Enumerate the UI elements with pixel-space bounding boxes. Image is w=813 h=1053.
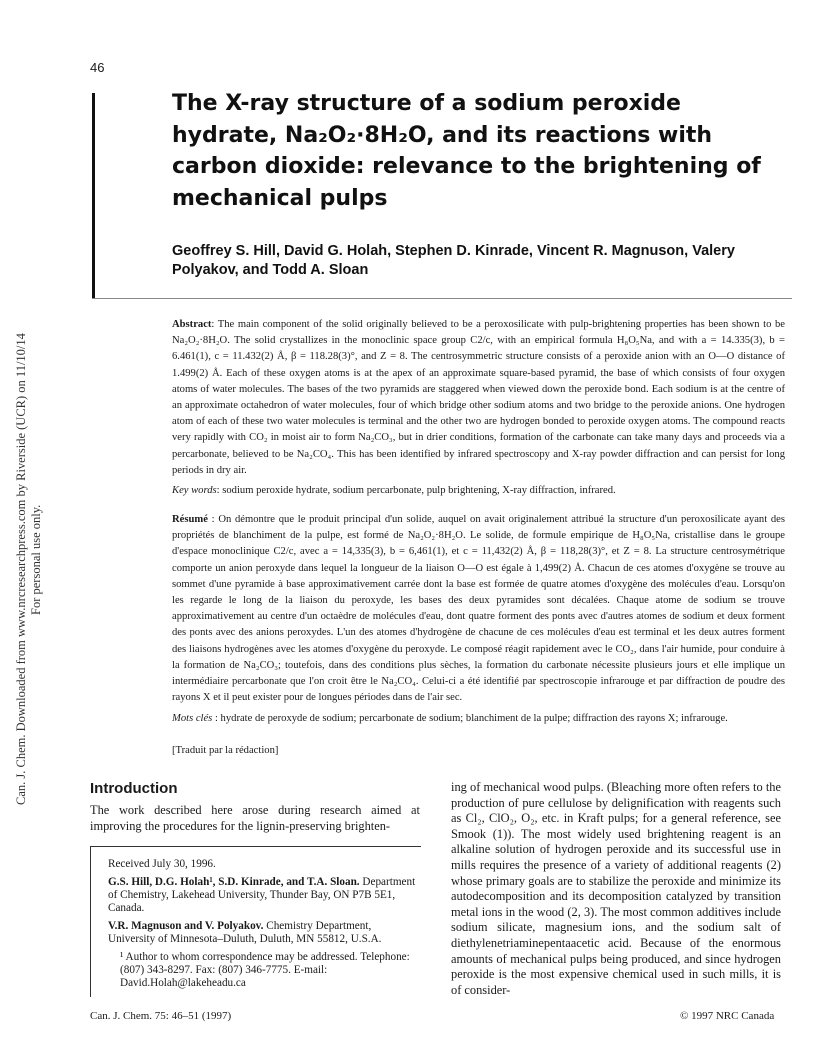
affiliation-2-names: V.R. Magnuson and V. Polyakov. — [108, 920, 264, 932]
resume-text: : On démontre que le produit principal d'un solide, auquel on avait originalement attribué la structure d'un peroxosilicate ayant des propriétés de blanchiment de la pulpe, est formé de Na₂O₂·8H₂O. Le solide, de formule empirique de H₈O₅Na, cristallise dans le groupe d'espace monoclinique C2/c, avec a = 14,335(3), b = 6,461(1), et c = 11,432(2) Å, β = 118,28(3)°, et Z = 8. La structure centrosymétrique comporte un anion peroxyde dans lequel la longueur de la liaison O—O est égale à 1,499(2) Å. Chacun de ces atomes d'oxygène se trouve au sommet d'une pyramide à base approximativement carrée dont la base est formée de quatre atomes d'oxygène des molécules d'eau. Lorsqu'on les regarde le long de la liaison du peroxyde, les bases des deux pyramides sont décalées. Chaque atome de sodium se trouve approximativement au centre d'un octaèdre de molécules d'eau, dont quatre forment des ponts avec d'autres atomes de sodium et deux forment des ponts avec des anions peroxydes. L'un des atomes d'hydrogène de chacune de ces molécules d'eau est terminal et les deux autres forment des liaisons hydrogènes avec les atomes d'oxygène du peroxyde. Le composé réagit rapidement avec le CO₂, dans l'air humide, pour conduire à la formation de Na₂CO₃; toutefois, dans des conditions plus sèches, la formation du carbonate nécessite plusieurs jours et elle implique un intermédiaire percarbonate que l'on croit être le Na₂CO₄. Celui-ci a été identifié par spectroscopie infrarouge et par diffraction de poudre des rayons X et il peut exister pour de longues périodes dans de l'air sec. — [172, 514, 785, 704]
keywords — [172, 483, 785, 499]
title-rule — [92, 93, 95, 298]
correspondence-footnote: ¹ Author to whom correspondence may be addressed. Telephone: (807) 343-8297. Fax: (807) 346-7775. E-mail: David.Holah@lakeheadu.ca — [120, 951, 410, 989]
author-notes — [108, 858, 418, 995]
intro-right-column: ing of mechanical wood pulps. (Bleaching more often refers to the production of pure cellulose by delignification with reagents such as Cl₂, ClO₂, O₂, etc. in Kraft pulps; for a general reference, see Smook (1)). The most widely used brightening reagent is an alkaline solution of hydrogen peroxide and its successful use in mills requires the presence of a variety of additional reagents (2) whose primary goals are to stabilize the peroxide and minimize its autodecomposition and its decomposition catalyzed by transition metal ions in the wood (2, 3). The most common additives include sodium silicate, magnesium ions, and the sodium salt of diethylenetriaminepentaacetic acid. Because of the enormous amounts of mechanical pulps being produced, and since hydrogen peroxide is the most expensive chemical used in such mills, it is of consider- — [451, 780, 781, 997]
translation-note: [Traduit par la rédaction] — [172, 745, 279, 756]
download-notice-line2: For personal use only. — [29, 504, 43, 615]
affiliation-1-names: G.S. Hill, D.G. Holah¹, S.D. Kinrade, and T.A. Sloan. — [108, 876, 360, 888]
download-notice — [14, 205, 44, 805]
intro-left-column: The work described here arose during research aimed at improving the procedures for the lignin-preserving brighten- — [90, 803, 420, 833]
introduction-heading: Introduction — [90, 780, 178, 797]
mots-cles-text: : hydrate de peroxyde de sodium; percarbonate de sodium; blanchiment de la pulpe; diffraction des rayons X; infrarouge. — [212, 713, 728, 724]
copyright: © 1997 NRC Canada — [680, 1010, 775, 1022]
author-list: Geoffrey S. Hill, David G. Holah, Stephen D. Kinrade, Vincent R. Magnuson, Valery Polyakov, and Todd A. Sloan — [172, 243, 735, 278]
header-divider — [92, 298, 792, 299]
journal-citation: Can. J. Chem. 75: 46–51 (1997) — [90, 1010, 232, 1022]
page-number: 46 — [90, 60, 105, 75]
keywords-label: Key words — [172, 485, 217, 496]
resume — [172, 512, 785, 706]
mots-cles-label: Mots clés — [172, 713, 213, 724]
affiliation-1 — [108, 876, 418, 915]
resume-label: Résumé — [172, 514, 208, 525]
affiliation-2 — [108, 920, 418, 946]
affiliation-2-text: Chemistry Department, University of Minnesota–Duluth, Duluth, MN 55812, U.S.A. — [108, 920, 382, 945]
download-notice-line1: Can. J. Chem. Downloaded from www.nrcresearchpress.com by Riverside (UCR) on 11/10/14 — [14, 333, 28, 805]
abstract-label: Abstract — [172, 319, 212, 330]
received-date: Received July 30, 1996. — [108, 858, 216, 870]
mots-cles — [172, 711, 785, 727]
article-title: The X-ray structure of a sodium peroxide hydrate, Na₂O₂·8H₂O, and its reactions with carbon dioxide: relevance to the brightening of mechanical pulps — [172, 91, 761, 211]
abstract — [172, 317, 785, 479]
abstract-text: : The main component of the solid originally believed to be a peroxosilicate with pulp-brightening properties has been shown to be Na₂O₂·8H₂O. The solid crystallizes in the monoclinic space group C2/c, with an empirical formula H₈O₅Na, and with a = 14.335(3), b = 6.461(1), c = 11.432(2) Å, β = 118.28(3)°, and Z = 8. The centrosymmetric structure consists of a peroxide anion with an O—O distance of 1.499(2) Å. Each of these oxygen atoms is at the apex of an approximate square-based pyramid, the base of which consists of four oxygen atoms of water molecules. The bases of the two pyramids are staggered when viewed down the peroxide bond. Each sodium is at the centre of an approximate octahedron of water molecules, four of which bridge other sodium atoms and two bridge to the peroxide anions. One hydrogen atom of each of these two water molecules is terminal and the other two are hydrogen bonded to peroxide oxygen atoms. The compound reacts very rapidly with CO₂ in moist air to form Na₂CO₃, but in drier conditions, formation of the carbonate can take many days and proceeds via a percarbonate, believed to be Na₂CO₄. This has been identified by infrared spectroscopy and X-ray powder diffraction and can persist for long periods in dry air. — [172, 319, 785, 476]
affiliation-1-text: Department of Chemistry, Lakehead University, Thunder Bay, ON P7B 5E1, Canada. — [108, 876, 416, 914]
keywords-text: : sodium peroxide hydrate, sodium percarbonate, pulp brightening, X-ray diffraction, infrared. — [216, 485, 616, 496]
